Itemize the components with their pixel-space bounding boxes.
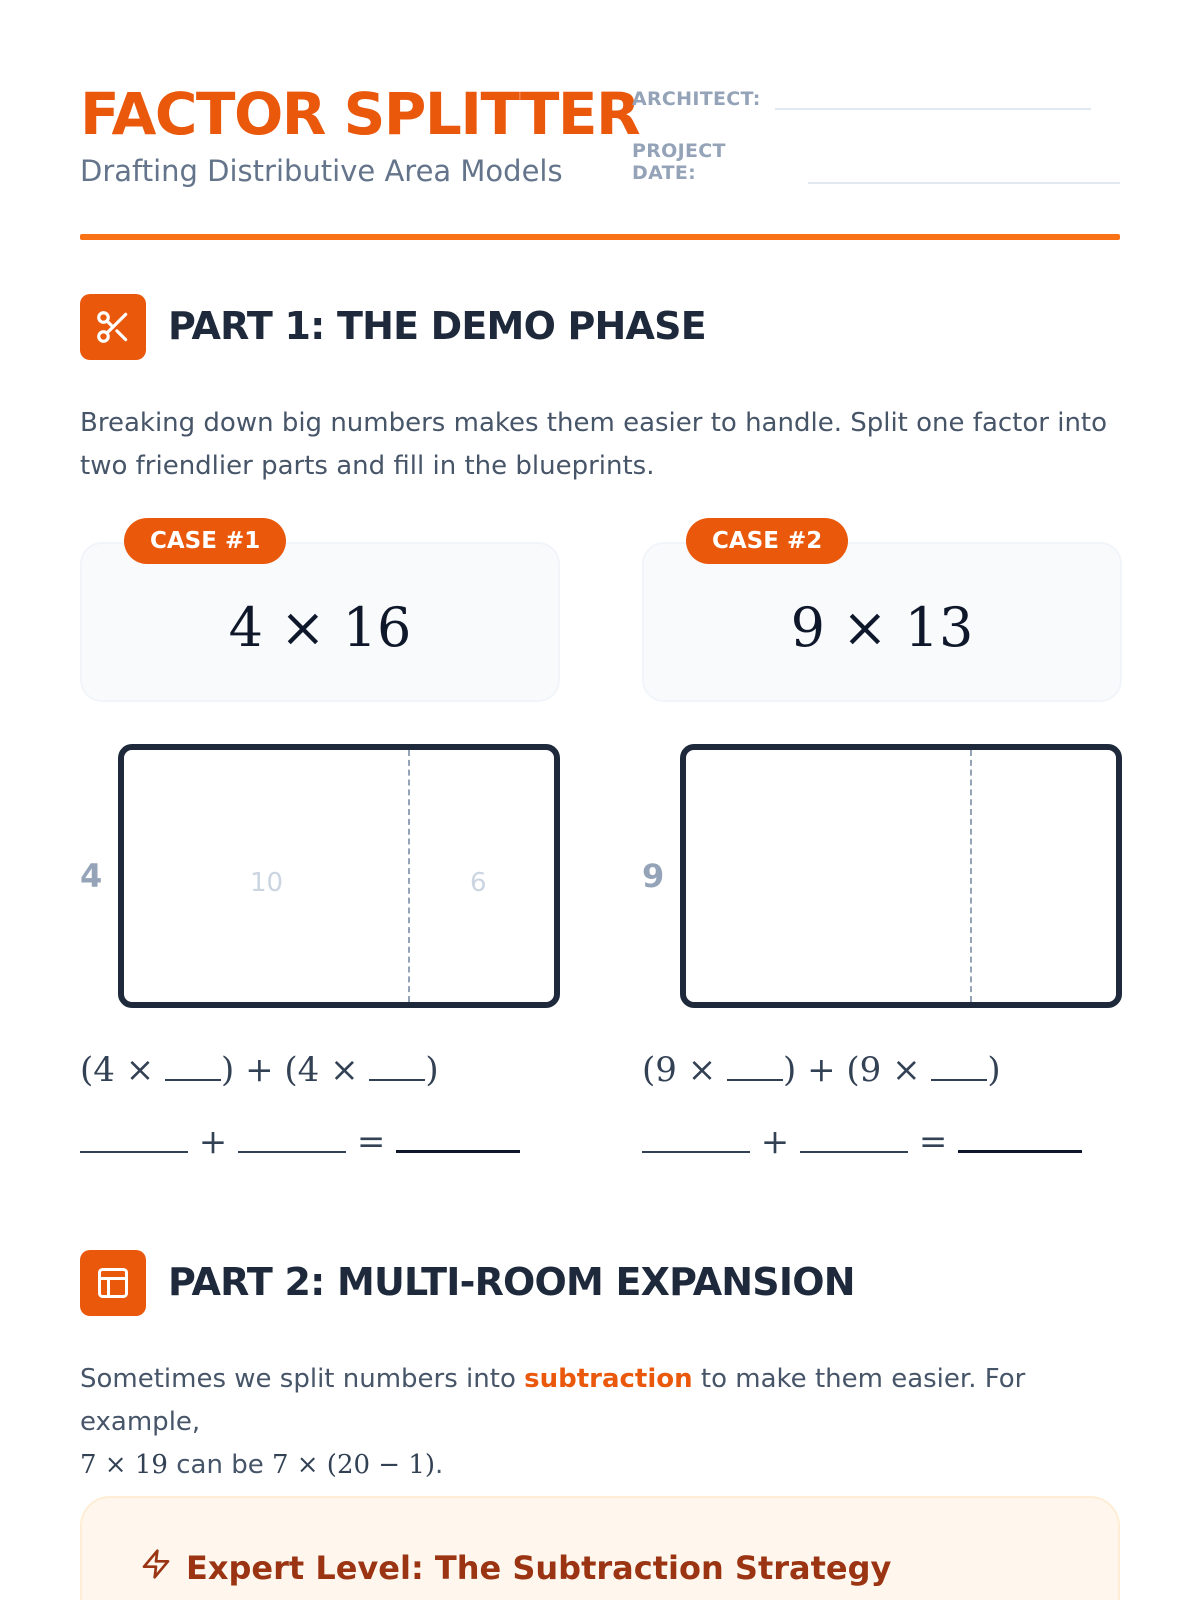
layout-icon — [80, 1250, 146, 1316]
expert-title: Expert Level: The Subtraction Strategy — [186, 1549, 892, 1587]
case-2-split-line — [970, 750, 972, 1002]
case-2-side-label: 9 — [642, 857, 665, 895]
case-1-badge: CASE #1 — [124, 518, 286, 564]
part2-example-mid: can be — [167, 1450, 272, 1480]
lightning-icon — [140, 1548, 186, 1588]
worksheet-page — [80, 0, 1120, 1600]
case-2-expression: 9 × 13 — [790, 595, 974, 659]
architect-field[interactable] — [775, 108, 1091, 110]
part2-example-left: 7 × 19 — [80, 1450, 168, 1480]
expert-card — [80, 1496, 1120, 1600]
case-1-sum-eq: + = — [80, 1122, 520, 1162]
case-2-product-1[interactable] — [642, 1151, 750, 1153]
project-date-label: PROJECT DATE: — [632, 140, 726, 184]
scissors-icon — [80, 294, 146, 360]
case-2-total[interactable] — [958, 1150, 1082, 1153]
case-1-product-1[interactable] — [80, 1151, 188, 1153]
part2-title: PART 2: MULTI-ROOM EXPANSION — [168, 1260, 855, 1304]
case-2-area-model[interactable] — [680, 744, 1122, 1008]
case-1-side-label: 4 — [80, 857, 103, 895]
case-2-distributive-eq: (9 × ) + (9 × ) — [642, 1050, 1001, 1090]
case-1-product-2[interactable] — [238, 1151, 346, 1153]
architect-row — [632, 88, 1091, 110]
case-1-expression: 4 × 16 — [228, 595, 412, 659]
case-2-badge: CASE #2 — [686, 518, 848, 564]
part2-intro-prefix: Sometimes we split numbers into — [80, 1364, 525, 1394]
case-1-blank-1[interactable] — [165, 1079, 221, 1081]
part2-intro — [80, 1358, 1120, 1487]
case-1-area-model[interactable] — [118, 744, 560, 1008]
case-2-blank-2[interactable] — [931, 1079, 987, 1081]
case-2-product-2[interactable] — [800, 1151, 908, 1153]
part2-intro-suffix: to make them easier. For example, — [80, 1364, 1026, 1437]
case-2-eq-factor-a: 9 — [655, 1050, 677, 1090]
part2-example-end: . — [435, 1450, 444, 1480]
expert-heading — [140, 1548, 891, 1588]
case-2-eq-factor-b: 9 — [859, 1050, 882, 1090]
part1-intro: Breaking down big numbers makes them easier to handle. Split one factor into two friendlier parts and fill in the blueprints. — [80, 408, 1108, 481]
project-date-row — [632, 140, 1120, 184]
part1-title: PART 1: THE DEMO PHASE — [168, 304, 706, 348]
case-2-blank-1[interactable] — [727, 1079, 783, 1081]
case-card-1 — [80, 542, 560, 702]
case-1-part-b: 6 — [470, 868, 487, 898]
architect-label: ARCHITECT: — [632, 88, 761, 110]
case-1-split-line — [408, 750, 410, 1002]
case-1-part-a: 10 — [250, 868, 284, 898]
case-card-2 — [642, 542, 1122, 702]
case-1-distributive-eq: (4 × ) + (4 × ) — [80, 1050, 439, 1090]
header-divider — [80, 234, 1120, 240]
case-2-sum-eq: + = — [642, 1122, 1082, 1162]
page-subtitle: Drafting Distributive Area Models — [80, 154, 563, 188]
case-1-total[interactable] — [396, 1150, 520, 1153]
page-title: FACTOR SPLITTER — [80, 80, 640, 148]
case-1-blank-2[interactable] — [369, 1079, 425, 1081]
part2-example-right: 7 × (20 − 1) — [271, 1450, 436, 1480]
project-date-field[interactable] — [808, 182, 1120, 184]
case-1-eq-factor-a: 4 — [93, 1050, 115, 1090]
case-1-eq-factor-b: 4 — [297, 1050, 320, 1090]
part2-intro-highlight: subtraction — [524, 1364, 693, 1394]
